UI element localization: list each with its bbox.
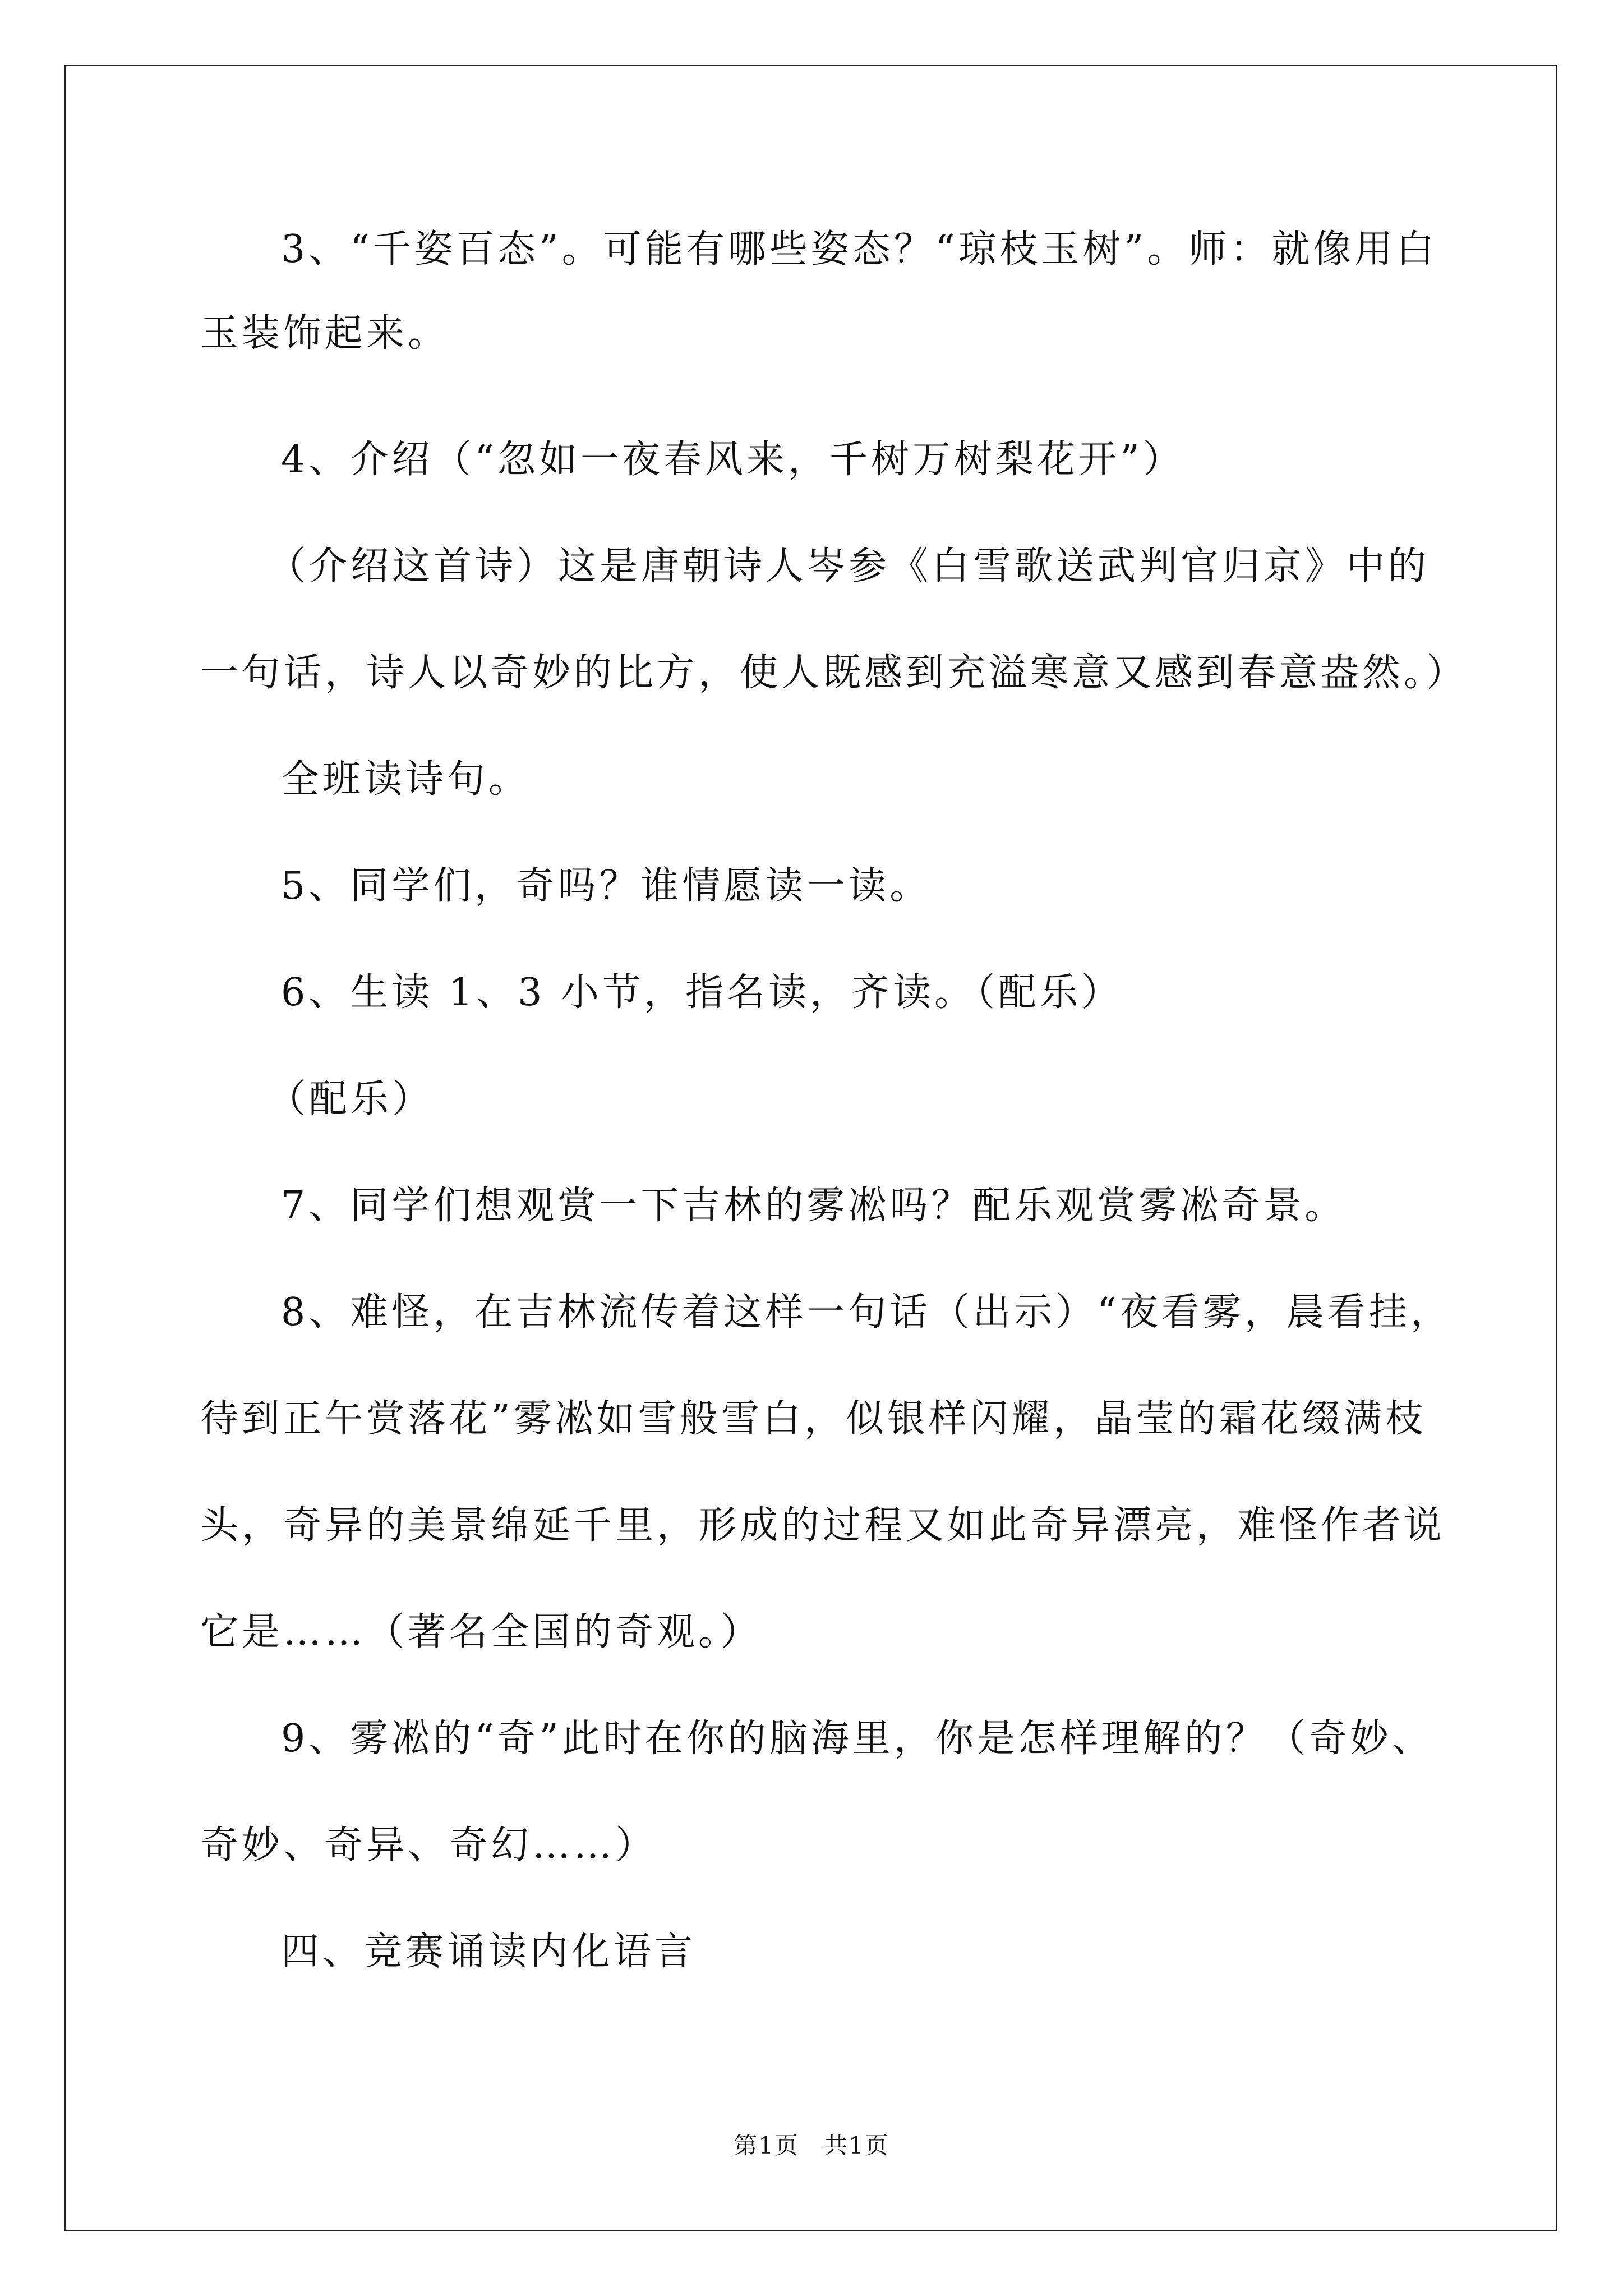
paragraph-3-line-2: 玉装饰起来。 <box>200 311 450 356</box>
paragraph-9-line-2: 奇妙、奇异、奇幻……） <box>200 1823 657 1867</box>
page-footer: 第1页 共1页 <box>734 2132 889 2159</box>
paragraph-7: 7、同学们想观赏一下吉林的雾凇吗？配乐观赏雾凇奇景。 <box>281 1184 1347 1228</box>
paragraph-4-line-1: 4、介绍（“忽如一夜春风来，千树万树梨花开”） <box>281 438 1184 482</box>
paragraph-8-line-3: 头，奇异的美景绵延千里，形成的过程又如此奇异漂亮，难怪作者说 <box>200 1503 1446 1548</box>
section-4-heading: 四、竞赛诵读内化语言 <box>281 1930 697 1974</box>
paragraph-9-line-1: 9、雾凇的“奇”此时在你的脑海里，你是怎样理解的？（奇妙、 <box>281 1717 1433 1761</box>
page-border <box>64 65 1557 2231</box>
paragraph-8-line-2: 待到正午赏落花”雾凇如雪般雪白，似银样闪耀，晶莹的霜花缀满枝 <box>200 1397 1427 1441</box>
paragraph-4b-line-2: 一句话，诗人以奇妙的比方，使人既感到充溢寒意又感到春意盎然。） <box>200 651 1468 695</box>
paragraph-6b: （配乐） <box>268 1077 434 1121</box>
paragraph-8-line-1: 8、难怪，在吉林流传着这样一句话（出示）“夜看雾，晨看挂， <box>281 1290 1453 1335</box>
paragraph-all-read: 全班读诗句。 <box>281 757 531 802</box>
paragraph-4b-line-1: （介绍这首诗）这是唐朝诗人岑参《白雪歌送武判官归京》中的 <box>268 544 1430 588</box>
paragraph-5: 5、同学们，奇吗？谁情愿读一读。 <box>281 864 932 908</box>
paragraph-3-line-1: 3、“千姿百态”。可能有哪些姿态？“琼枝玉树”。师：就像用白 <box>281 227 1438 272</box>
paragraph-6: 6、生读 1、3 小节，指名读，齐读。（配乐） <box>281 970 1123 1015</box>
paragraph-8-line-4: 它是……（著名全国的奇观。） <box>200 1610 763 1654</box>
